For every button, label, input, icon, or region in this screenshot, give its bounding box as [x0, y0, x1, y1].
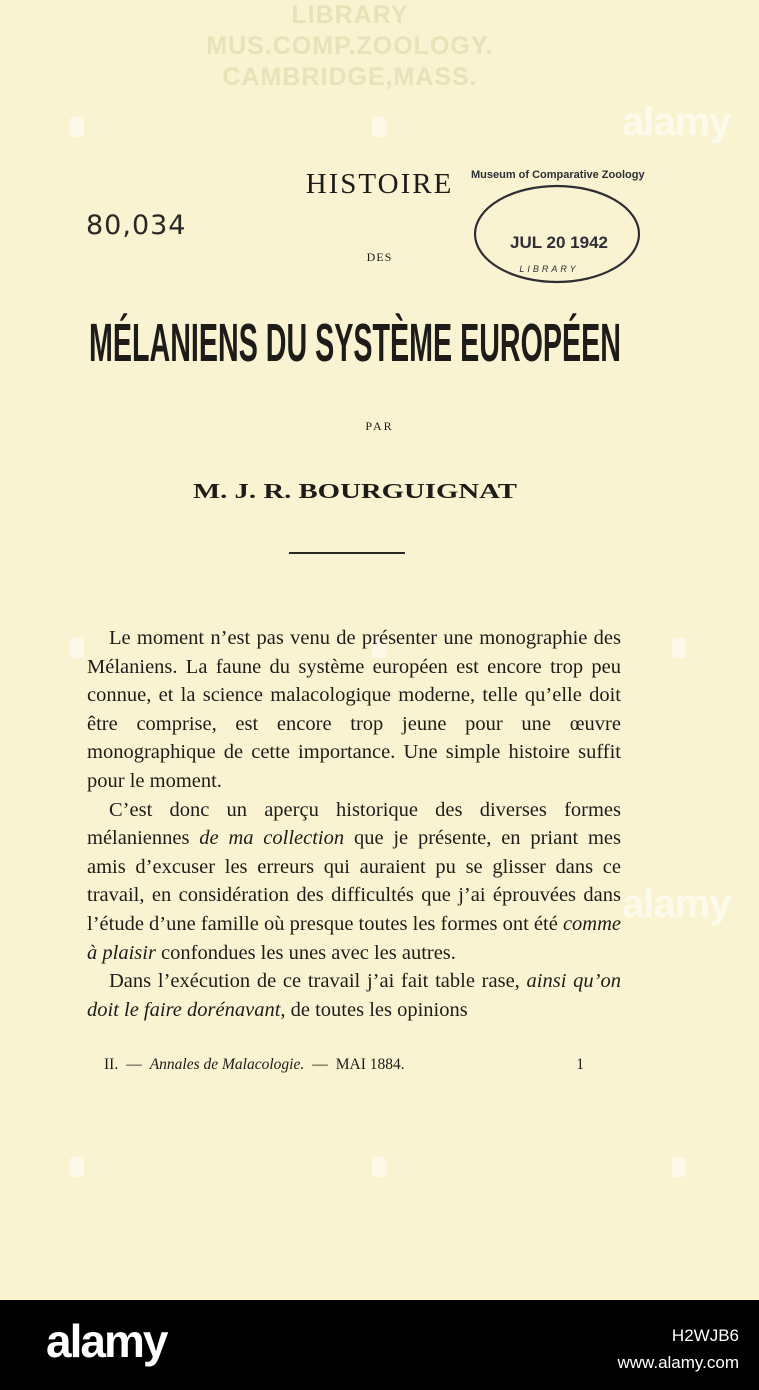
paragraph	[87, 796, 621, 968]
title-par: PAR	[365, 419, 394, 433]
text-run: Le moment n’est pas venu de présenter une monographie des Mélaniens. La faune du système européen est encore trop peu connue, et la science malacologique moderne, telle qu’elle doit être comprise, est encore trop jeune pour une œuvre monographique de cette importance. Une simple histoire suffit pour le moment.	[87, 627, 621, 792]
text-run: C’est donc un aperçu historique des diverses formes mélaniennes	[87, 798, 621, 850]
paragraph	[87, 967, 621, 1024]
title-des: DES	[366, 250, 393, 264]
stamp-library: LIBRARY	[519, 264, 579, 274]
text-run: que je présente, en priant mes amis d’excuser les erreurs qui auraient pu se glisser dans ce travail, en considération des difficultés que j’ai éprouvées dans l’étude d’une famille où presque toutes les formes ont été	[87, 827, 621, 935]
text-run: , de toutes les opinions	[280, 998, 468, 1021]
stamp-arc-text: Museum of Comparative Zoology	[471, 169, 645, 181]
library-stamp-line: MUS.COMP.ZOOLOGY.	[206, 32, 494, 60]
watermark-site: www.alamy.com	[617, 1353, 739, 1372]
library-stamp-faded	[150, 0, 550, 93]
author-name	[190, 475, 520, 505]
title-histoire: HISTOIRE	[305, 168, 454, 200]
watermark-mark	[372, 1157, 386, 1177]
stamp-date: JUL 20 1942	[510, 233, 608, 252]
body-text	[87, 624, 621, 1024]
handwritten-accession-number: 80,034	[86, 210, 187, 241]
watermark-mark	[372, 117, 386, 137]
footer-date: MAI 1884.	[335, 1056, 405, 1073]
footer-dash: —	[126, 1056, 142, 1073]
watermark-mark	[672, 638, 686, 658]
watermark-info	[617, 1322, 739, 1376]
museum-date-stamp	[471, 169, 645, 288]
paragraph	[87, 624, 621, 796]
watermark-image-id: H2WJB6	[671, 1326, 739, 1345]
title-divider	[289, 552, 405, 554]
author-name-text: M. J. R. BOURGUIGNAT	[193, 479, 517, 503]
italic-phrase: ainsi qu’on doit le faire dorénavant	[87, 970, 621, 1021]
watermark-logo: alamy	[622, 100, 731, 144]
watermark-mark	[70, 1157, 84, 1177]
italic-phrase: de ma collection	[199, 827, 345, 850]
library-stamp-line: CAMBRIDGE,MASS.	[222, 63, 478, 91]
watermark-mark	[70, 638, 84, 658]
footer-journal: Annales de Malacologie.	[149, 1056, 305, 1073]
page-footer	[104, 1056, 584, 1074]
main-title	[89, 305, 621, 373]
italic-phrase: comme à plaisir	[87, 912, 621, 964]
footer-volume: II.	[104, 1056, 119, 1073]
footer-page-number: 1	[576, 1056, 584, 1073]
text-run: Dans l’exécution de ce travail j’ai fait table rase,	[109, 970, 527, 993]
watermark-logo: alamy	[622, 882, 731, 926]
watermark-brand-logo: alamy	[46, 1315, 167, 1367]
main-title-text: MÉLANIENS DU SYSTÈME EUROPÉEN	[89, 313, 621, 373]
watermark-mark	[672, 1157, 686, 1177]
text-run: confondues les unes avec les autres.	[155, 941, 456, 964]
footer-dash: —	[312, 1056, 328, 1073]
library-stamp-line: LIBRARY	[291, 1, 409, 29]
watermark-mark	[70, 117, 84, 137]
